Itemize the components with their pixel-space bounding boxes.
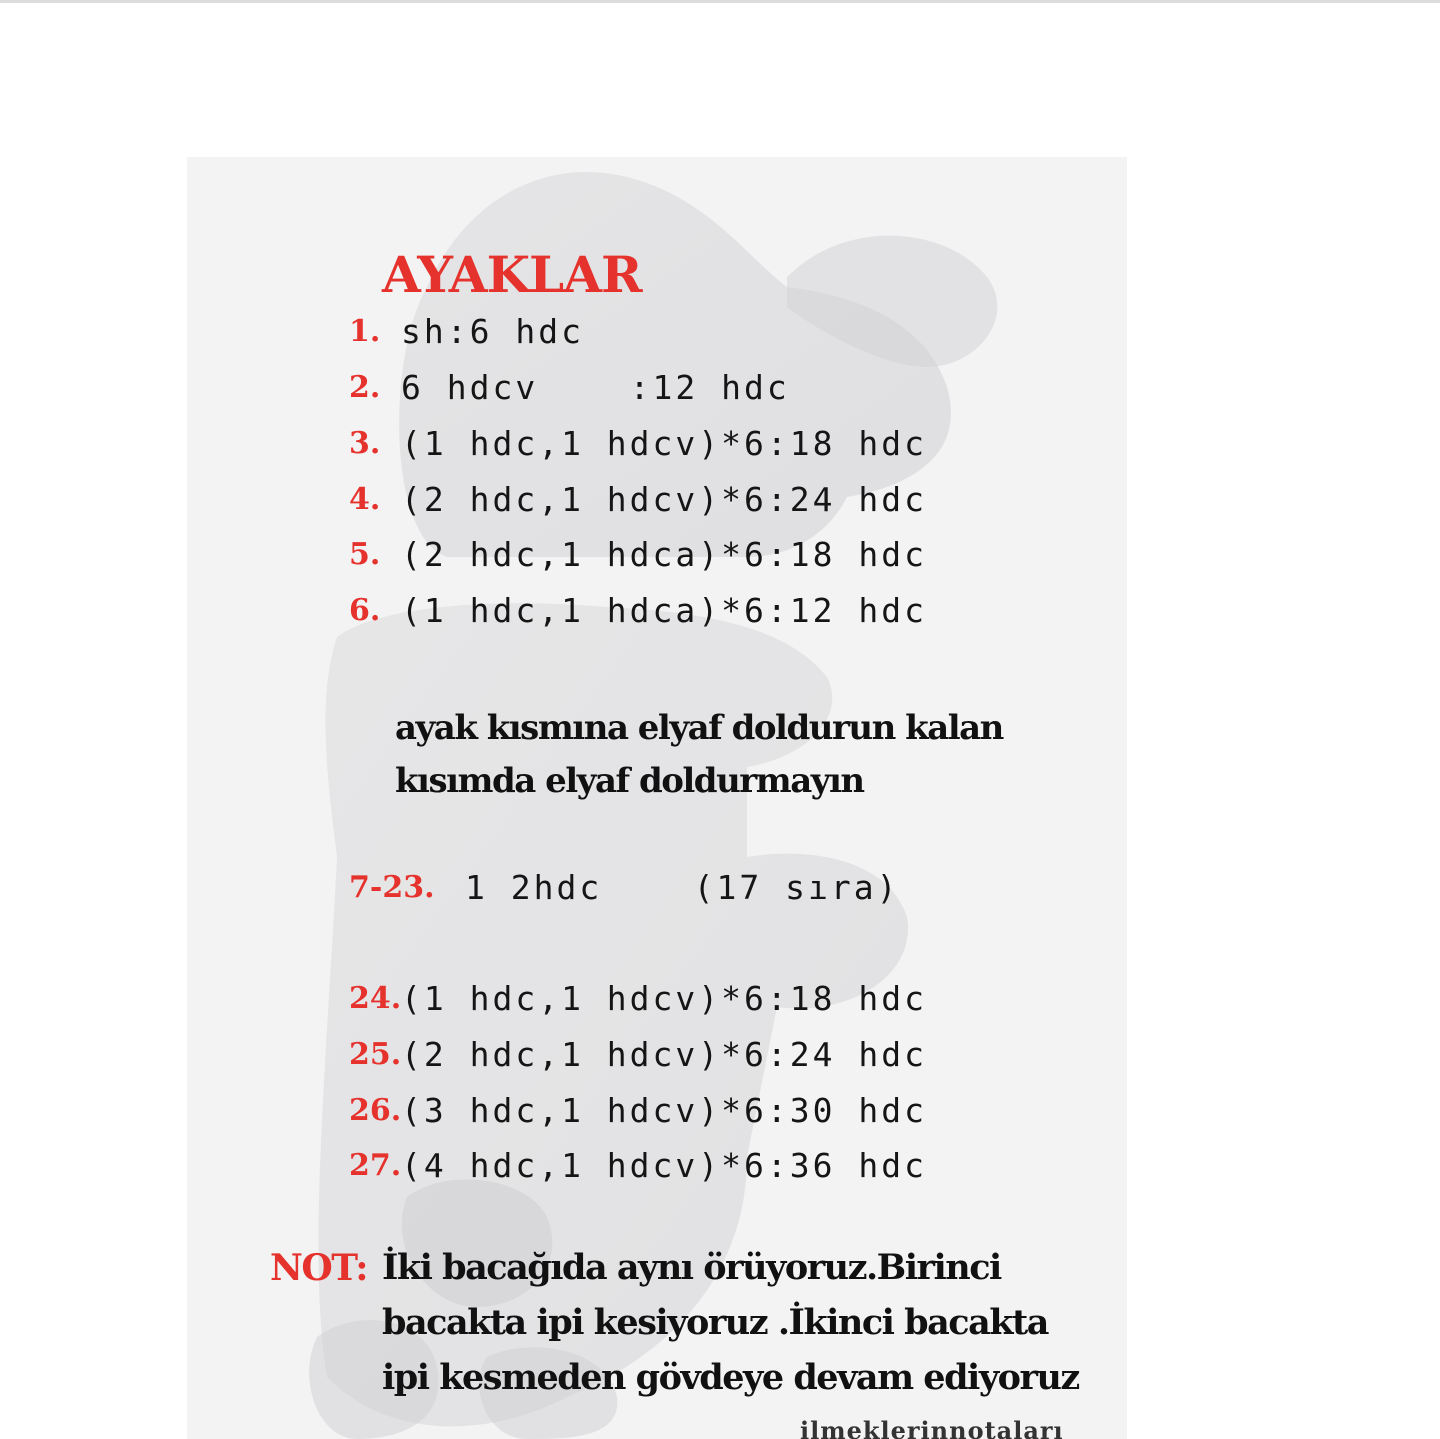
row-instruction: (2 hdc,1 hdca)*6:18 hdc xyxy=(401,535,927,574)
row-instruction: (2 hdc,1 hdcv)*6:24 hdc xyxy=(401,480,927,519)
row-number: 2. xyxy=(349,370,381,405)
pattern-row xyxy=(349,310,584,354)
note-label: NOT: xyxy=(270,1247,368,1289)
row-instruction: 6 hdcv :12 hdc xyxy=(401,368,790,407)
note-text: İki bacağıda aynı örüyoruz.Birinci bacakta ipi kesiyoruz .İkinci bacakta ipi kesmeden gövdeye devam ediyoruz xyxy=(382,1247,1079,1398)
pattern-row xyxy=(349,977,927,1021)
row-instruction: (4 hdc,1 hdcv)*6:36 hdc xyxy=(401,1146,927,1185)
row-number: 1. xyxy=(349,314,381,349)
pattern-row xyxy=(349,533,927,577)
page-title: AYAKLAR xyxy=(382,245,642,304)
row-number: 3. xyxy=(349,426,381,461)
top-divider xyxy=(0,0,1440,3)
pattern-row xyxy=(349,478,927,522)
row-instruction: 1 2hdc (17 sıra) xyxy=(465,868,900,907)
row-number: 4. xyxy=(349,482,381,517)
row-number: 7-23. xyxy=(349,870,435,905)
pattern-row xyxy=(349,866,900,910)
row-number: 24. xyxy=(349,981,402,1016)
pattern-row xyxy=(349,1033,927,1077)
row-instruction: (1 hdc,1 hdca)*6:12 hdc xyxy=(401,591,927,630)
watermark: ilmeklerinnotaları xyxy=(800,1416,1064,1439)
pattern-row xyxy=(349,366,790,410)
stuffing-note: ayak kısmına elyaf doldurun kalan kısımda elyaf doldurmayın xyxy=(395,708,1003,801)
pattern-row xyxy=(349,422,927,466)
pattern-row xyxy=(349,1089,927,1133)
row-number: 6. xyxy=(349,593,381,628)
pattern-row xyxy=(349,589,927,633)
row-instruction: sh:6 hdc xyxy=(401,312,584,351)
row-number: 5. xyxy=(349,537,381,572)
pattern-row xyxy=(349,1144,927,1188)
row-instruction: (1 hdc,1 hdcv)*6:18 hdc xyxy=(401,979,927,1018)
row-instruction: (1 hdc,1 hdcv)*6:18 hdc xyxy=(401,424,927,463)
row-instruction: (2 hdc,1 hdcv)*6:24 hdc xyxy=(401,1035,927,1074)
row-number: 26. xyxy=(349,1093,402,1128)
row-instruction: (3 hdc,1 hdcv)*6:30 hdc xyxy=(401,1091,927,1130)
row-number: 27. xyxy=(349,1148,402,1183)
row-number: 25. xyxy=(349,1037,402,1072)
